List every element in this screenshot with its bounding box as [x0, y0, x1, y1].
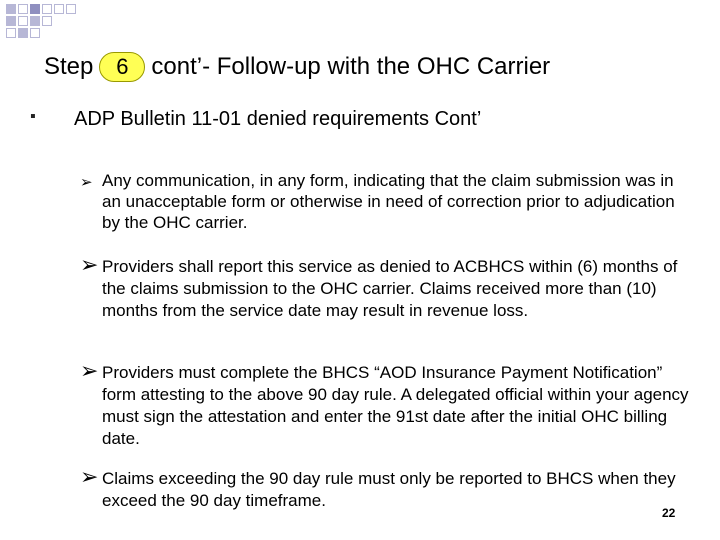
list-item-text: Claims exceeding the 90 day rule must only be reported to BHCS when they exceed the 90 day timeframe.	[102, 469, 676, 510]
slide-title	[44, 50, 550, 84]
square-bullet-icon: ▪	[30, 108, 36, 125]
title-prefix: Step	[44, 53, 94, 80]
list-item	[80, 464, 690, 512]
list-item-text: Providers must complete the BHCS “AOD Insurance Payment Notification” form attesting to the above 90 day rule. A delegated official within your agency must sign the attestation and enter the 91st date after the initial OHC billing date.	[102, 363, 689, 448]
arrow-bullet-icon: ➢	[80, 464, 99, 489]
arrow-bullet-icon: ➢	[80, 252, 99, 277]
arrow-bullet-icon: ➢	[80, 174, 93, 191]
list-item-text: Any communication, in any form, indicating that the claim submission was in an unacceptable form or otherwise in need of correction prior to adjudication by the OHC carrier.	[102, 171, 675, 232]
title-suffix: cont’- Follow-up with the OHC Carrier	[151, 53, 551, 80]
step-number-badge: 6	[99, 52, 145, 82]
arrow-bullet-icon: ➢	[80, 358, 99, 383]
list-item-text: Providers shall report this service as denied to ACBHCS within (6) months of the claims submission to the OHC carrier. Claims received more than (10) months from the service date may result in revenue loss.	[102, 257, 678, 320]
list-item	[80, 170, 690, 233]
page-number: 22	[662, 506, 676, 520]
main-bullet-text: ADP Bulletin 11-01 denied requirements Cont’	[74, 108, 482, 130]
list-item	[80, 252, 690, 322]
list-item	[80, 358, 690, 450]
decorative-squares	[0, 0, 720, 40]
